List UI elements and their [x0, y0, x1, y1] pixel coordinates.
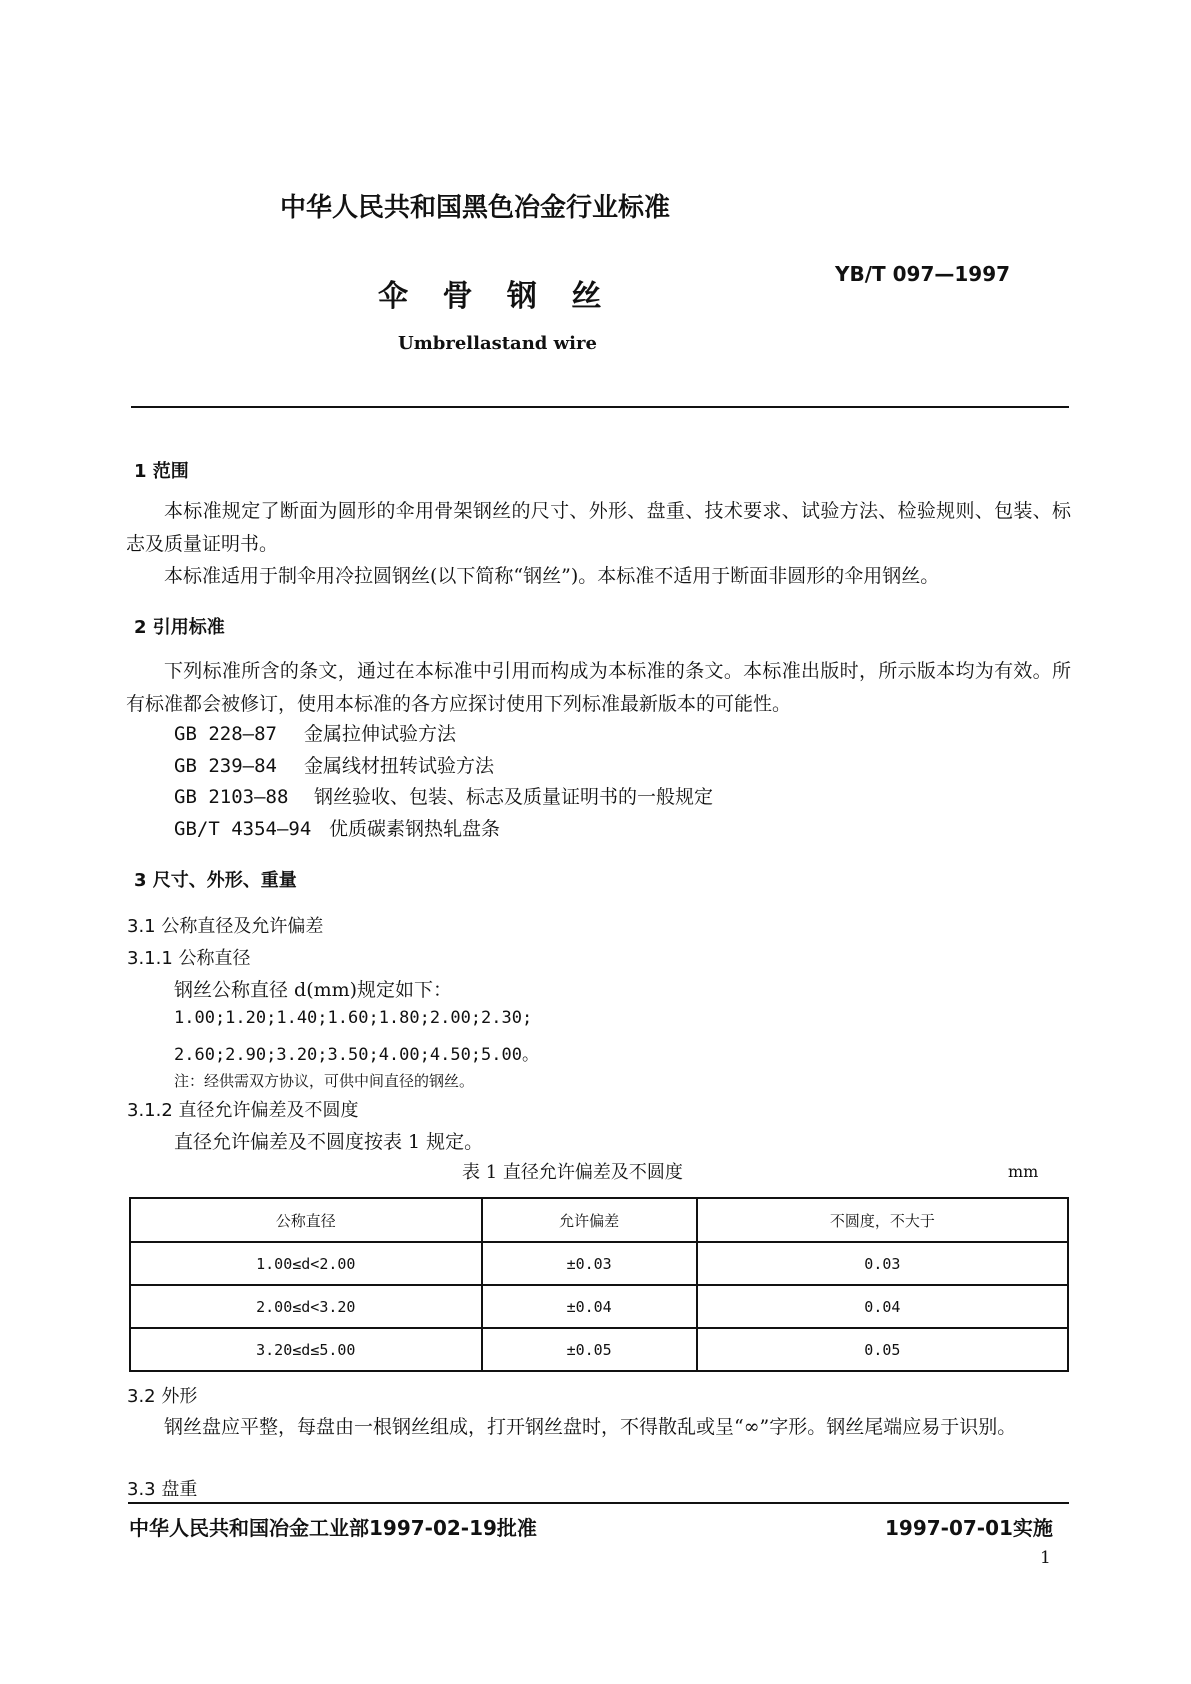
section-3-1-2-heading: 3.1.2 直径允许偏差及不圆度 [127, 1100, 359, 1121]
reference-title: 优质碳素钢热轧盘条 [329, 818, 501, 840]
approval-line: 中华人民共和国冶金工业部1997-02-19批准 [129, 1516, 537, 1540]
reference-code: GB/T 4354—94 [174, 818, 312, 840]
tolerance-table [129, 1197, 1069, 1372]
table-header-row [130, 1198, 1068, 1242]
diameter-note: 注：经供需双方协议，可供中间直径的钢丝。 [174, 1072, 475, 1090]
table-cell: 2.00≤d<3.20 [130, 1285, 482, 1328]
reference-title: 金属线材扭转试验方法 [304, 755, 495, 777]
document-title: 伞 骨 钢 丝 [378, 279, 614, 314]
section-3-1-heading: 3.1 公称直径及允许偏差 [127, 916, 324, 937]
section-1-heading: 1 范围 [134, 461, 189, 482]
standard-code: YB/T 097—1997 [835, 262, 1011, 286]
reference-code: GB 2103—88 [174, 786, 289, 808]
table-cell: ±0.03 [482, 1242, 697, 1285]
section-3-2-paragraph: 钢丝盘应平整，每盘由一根钢丝组成，打开钢丝盘时，不得散乱或呈“∞”字形。钢丝尾端应易于识别。 [164, 1416, 1017, 1438]
table-row [130, 1328, 1068, 1371]
section-2-paragraph: 下列标准所含的条文，通过在本标准中引用而构成为本标准的条文。本标准出版时，所示版本均为有效。所有标准都会被修订，使用本标准的各方应探讨使用下列标准最新版本的可能性。 [126, 660, 1071, 715]
reference-code: GB 228—87 [174, 723, 277, 745]
table-cell: 0.04 [697, 1285, 1068, 1328]
table-row [130, 1285, 1068, 1328]
table-cell: ±0.05 [482, 1328, 697, 1371]
table-header-cell: 公称直径 [130, 1198, 482, 1242]
page-number: 1 [1040, 1548, 1051, 1568]
footer-rule [128, 1502, 1069, 1504]
diameter-intro: 钢丝公称直径 d(mm)规定如下： [174, 979, 453, 1001]
reference-title: 金属拉伸试验方法 [304, 723, 457, 745]
reference-item [174, 718, 456, 750]
reference-item [174, 781, 713, 813]
diameter-list-line-1: 1.00;1.20;1.40;1.60;1.80;2.00;2.30; [174, 1008, 533, 1028]
document-title-english: Umbrellastand wire [398, 333, 597, 354]
table-cell: 0.05 [697, 1328, 1068, 1371]
diameter-list-line-2: 2.60;2.90;3.20;3.50;4.00;4.50;5.00。 [174, 1045, 539, 1065]
section-1-paragraph-2: 本标准适用于制伞用冷拉圆钢丝(以下简称“钢丝”)。本标准不适用于断面非圆形的伞用钢丝。 [164, 565, 940, 587]
table-unit: mm [1008, 1162, 1039, 1181]
section-3-3-heading: 3.3 盘重 [127, 1479, 198, 1500]
table-cell: 3.20≤d≤5.00 [130, 1328, 482, 1371]
reference-item [174, 813, 500, 845]
table-cell: 0.03 [697, 1242, 1068, 1285]
section-3-heading: 3 尺寸、外形、重量 [134, 870, 297, 891]
reference-title: 钢丝验收、包装、标志及质量证明书的一般规定 [314, 786, 714, 808]
table-cell: ±0.04 [482, 1285, 697, 1328]
section-1-paragraph-1: 本标准规定了断面为圆形的伞用骨架钢丝的尺寸、外形、盘重、技术要求、试验方法、检验规则、包装、标志及质量证明书。 [126, 500, 1071, 555]
header-rule [131, 406, 1069, 408]
section-3-1-1-heading: 3.1.1 公称直径 [127, 948, 251, 969]
table-cell: 1.00≤d<2.00 [130, 1242, 482, 1285]
effective-date: 1997-07-01实施 [885, 1516, 1053, 1540]
reference-item [174, 750, 494, 782]
table-header-cell: 不圆度，不大于 [697, 1198, 1068, 1242]
section-2-heading: 2 引用标准 [134, 617, 225, 638]
reference-code: GB 239—84 [174, 755, 277, 777]
table-header-cell: 允许偏差 [482, 1198, 697, 1242]
table-row [130, 1242, 1068, 1285]
table-caption: 表 1 直径允许偏差及不圆度 [462, 1162, 683, 1183]
org-title: 中华人民共和国黑色冶金行业标准 [280, 193, 671, 223]
section-3-2-heading: 3.2 外形 [127, 1386, 198, 1407]
tolerance-intro: 直径允许偏差及不圆度按表 1 规定。 [174, 1131, 484, 1153]
